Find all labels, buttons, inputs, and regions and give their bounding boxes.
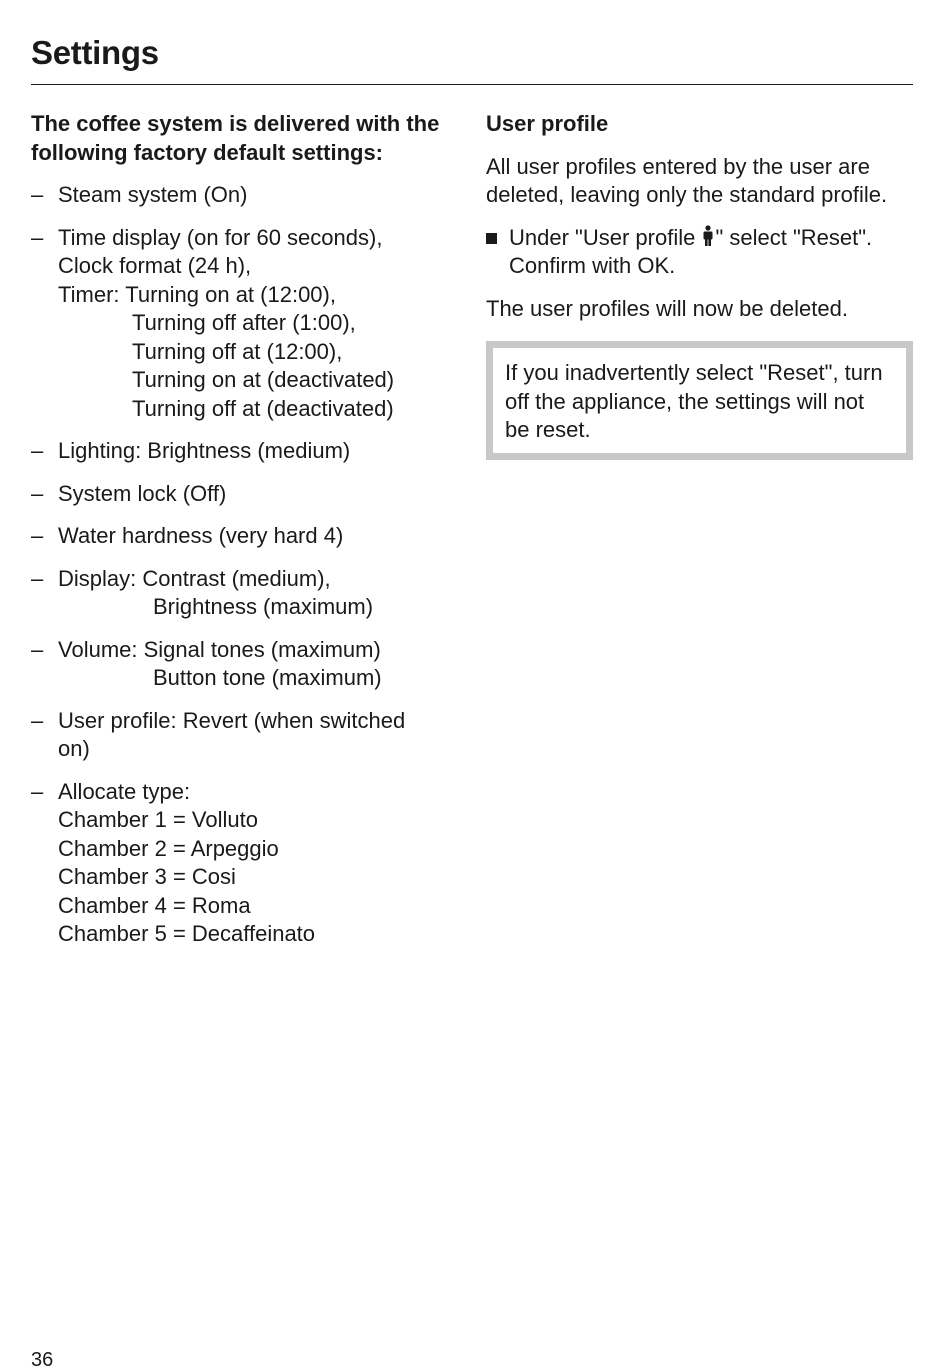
list-item-text: Chamber 4 = Roma bbox=[58, 892, 251, 918]
dash-bullet: – bbox=[31, 182, 44, 207]
list-item-text: Volume: Signal tones (maximum) bbox=[58, 636, 381, 662]
list-item-text: Timer: Turning on at (12:00), bbox=[58, 281, 336, 307]
defaults-list bbox=[31, 181, 461, 949]
list-item-text: Lighting: Brightness (medium) bbox=[58, 438, 351, 463]
dash-bullet: – bbox=[31, 565, 44, 591]
list-item-text: Turning off at (deactivated) bbox=[132, 395, 394, 421]
note-text: If you inadvertently select "Reset", turn off the appliance, the settings will not be reset. bbox=[505, 360, 883, 442]
list-item-text: on) bbox=[58, 736, 90, 761]
list-item bbox=[31, 522, 461, 551]
dash-bullet: – bbox=[31, 480, 44, 506]
step-text-after: " select "Reset". Confirm with OK. bbox=[509, 224, 873, 278]
list-item-text: Chamber 5 = Decaffeinato bbox=[58, 921, 316, 946]
list-item-text: Allocate type: bbox=[58, 778, 191, 804]
list-item bbox=[31, 480, 461, 509]
list-item-text: Turning on at (deactivated) bbox=[132, 367, 395, 392]
instruction-step bbox=[486, 224, 913, 281]
note-box bbox=[486, 341, 913, 460]
list-item-text: Turning off after (1:00), bbox=[132, 310, 356, 335]
dash-bullet: – bbox=[31, 778, 44, 804]
title-divider bbox=[31, 84, 913, 85]
list-item-text: Button tone (maximum) bbox=[153, 665, 382, 690]
list-item bbox=[31, 224, 461, 424]
list-item-text: Water hardness (very hard 4) bbox=[58, 523, 344, 548]
step-text-before: Under "User profile bbox=[509, 224, 702, 250]
list-item-text: Display: Contrast (medium), bbox=[58, 565, 331, 591]
square-bullet-icon bbox=[486, 233, 497, 244]
dash-bullet: – bbox=[31, 438, 44, 463]
list-item-text: Turning off at (12:00), bbox=[132, 338, 343, 364]
list-item-text: Chamber 1 = Volluto bbox=[58, 807, 258, 832]
page-title: Settings bbox=[31, 34, 159, 71]
list-item-text: Chamber 3 = Cosi bbox=[58, 864, 236, 889]
list-item-text: User profile: Revert (when switched bbox=[58, 707, 406, 733]
defaults-heading: The coffee system is delivered with the following factory default settings: bbox=[31, 111, 440, 165]
result-text: The user profiles will now be deleted. bbox=[486, 295, 848, 321]
list-item bbox=[31, 565, 461, 622]
user-profile-intro: All user profiles entered by the user are deleted, leaving only the standard profile. bbox=[486, 153, 888, 207]
list-item-text: Brightness (maximum) bbox=[153, 594, 374, 619]
list-item-text: System lock (Off) bbox=[58, 480, 227, 506]
dash-bullet: – bbox=[31, 636, 44, 662]
right-column bbox=[486, 110, 913, 460]
dash-bullet: – bbox=[31, 224, 44, 250]
left-column bbox=[31, 110, 461, 963]
list-item bbox=[31, 707, 461, 764]
list-item bbox=[31, 437, 461, 466]
user-profile-icon bbox=[702, 225, 714, 247]
list-item-text: Clock format (24 h), bbox=[58, 253, 252, 278]
list-item-text: Steam system (On) bbox=[58, 182, 248, 207]
list-item bbox=[31, 636, 461, 693]
user-profile-heading: User profile bbox=[486, 111, 609, 136]
dash-bullet: – bbox=[31, 707, 44, 733]
list-item bbox=[31, 181, 461, 210]
list-item-text: Time display (on for 60 seconds), bbox=[58, 224, 383, 250]
dash-bullet: – bbox=[31, 523, 44, 548]
list-item bbox=[31, 778, 461, 949]
list-item-text: Chamber 2 = Arpeggio bbox=[58, 835, 279, 861]
page-number: 36 bbox=[31, 1349, 54, 1371]
